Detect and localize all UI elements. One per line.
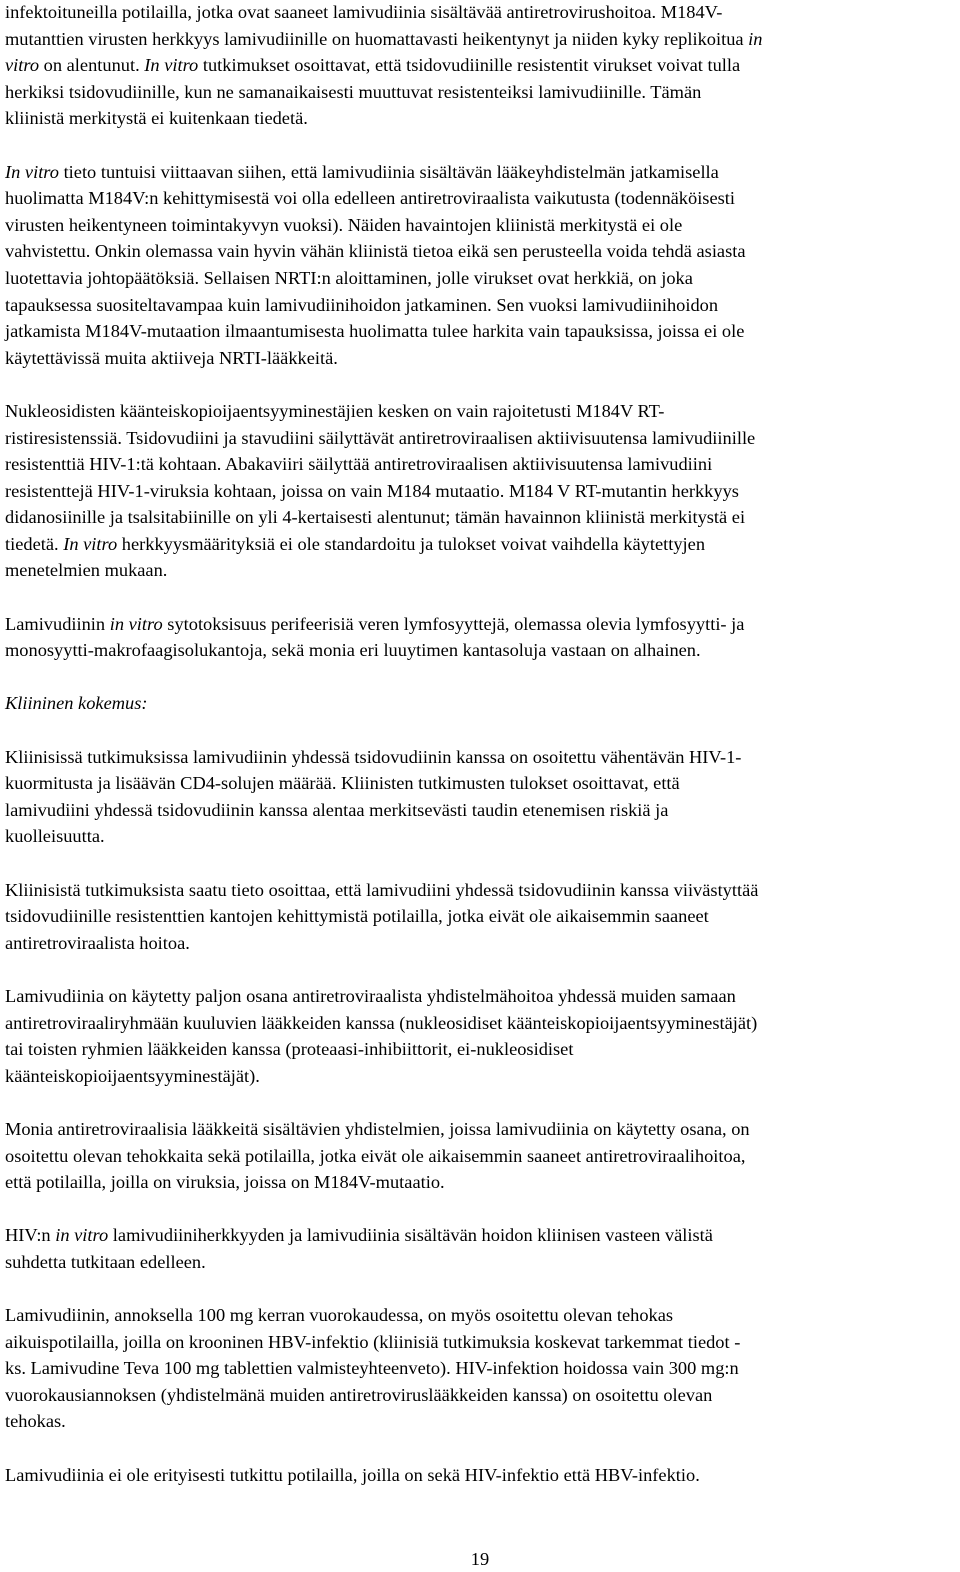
text-run: tiedetä.: [5, 533, 64, 554]
text-run: antiretroviraalista hoitoa.: [5, 932, 190, 953]
text-line: [5, 983, 955, 1010]
text-line: [5, 1116, 955, 1143]
text-line: [5, 79, 955, 106]
text-line: [5, 1143, 955, 1170]
text-run: tapauksessa suositeltavampaa kuin lamivudiinihoidon jatkaminen. Sen vuoksi lamivudiinihoidon: [5, 294, 719, 315]
text-run: didanosiinille ja tsalsitabiinille on yli 4-kertaisesti alentunut; tämän havainnon kliinistä merkitystä ei: [5, 507, 746, 528]
text-line: [5, 744, 955, 771]
body-paragraph: [5, 398, 955, 584]
text-run: herkkyysmäärityksiä ei ole standardoitu ja tulokset voivat vaihdella käytettyjen: [117, 533, 706, 554]
body-paragraph: [5, 877, 955, 957]
italic-text-run: Kliininen kokemus:: [5, 693, 148, 714]
text-line: [5, 504, 955, 531]
text-run: ks. Lamivudine Teva 100 mg tablettien valmisteyhteenveto). HIV-infektion hoidossa vain 300 mg:n: [5, 1358, 739, 1379]
text-line: [5, 1010, 955, 1037]
text-run: suhdetta tutkitaan edelleen.: [5, 1251, 206, 1272]
text-run: Monia antiretroviraalisia lääkkeitä sisältävien yhdistelmien, joissa lamivudiinia on käytetty osana, on: [5, 1118, 750, 1139]
text-line: [5, 159, 955, 186]
text-run: antiretroviraaliryhmään kuuluvien lääkkeiden kanssa (nukleosidiset käänteiskopioijaentsyyminestäjät): [5, 1012, 758, 1033]
text-run: Lamivudiinin: [5, 613, 110, 634]
text-run: käänteiskopioijaentsyyminestäjät).: [5, 1065, 260, 1086]
text-run: mutanttien virusten herkkyys lamivudiinille on huomattavasti heikentynyt ja niiden kyky replikoitua: [5, 28, 749, 49]
text-run: lamivudiini yhdessä tsidovudiinin kanssa alentaa merkitsevästi taudin etenemisen riskiä ja: [5, 799, 669, 820]
text-run: infektoituneilla potilailla, jotka ovat saaneet lamivudiinia sisältävää antiretrovirushoitoa. M184V-: [5, 2, 723, 22]
text-line: [5, 1036, 955, 1063]
body-paragraph: [5, 1116, 955, 1196]
text-line: [5, 478, 955, 505]
text-line: [5, 265, 955, 292]
text-line: [5, 0, 955, 26]
text-line: [5, 212, 955, 239]
body-paragraph: [5, 744, 955, 850]
text-run: tutkimukset osoittavat, että tsidovudiinille resistentit virukset voivat tulla: [198, 55, 741, 76]
italic-text-run: in vitro: [109, 613, 163, 634]
text-line: [5, 1169, 955, 1196]
text-run: Nukleosidisten käänteiskopioijaentsyyminestäjien kesken on vain rajoitetusti M184V RT-: [5, 400, 665, 421]
text-line: [5, 26, 955, 53]
text-line: [5, 1302, 955, 1329]
text-run: vahvistettu. Onkin olemassa vain hyvin vähän kliinistä tietoa eikä sen perusteella voida tehdä asiasta: [5, 241, 746, 262]
text-line: [5, 451, 955, 478]
text-line: [5, 1408, 955, 1435]
text-run: lamivudiiniherkkyyden ja lamivudiinia sisältävän hoidon kliinisen vasteen välistä: [108, 1225, 713, 1246]
text-run: herkiksi tsidovudiinille, kun ne samanaikaisesti muuttuvat resistenteiksi lamivudiinille. Tämän: [5, 81, 702, 102]
text-line: [5, 690, 955, 717]
italic-text-run: In vitro: [144, 55, 199, 76]
text-run: kuormitusta ja lisäävän CD4-solujen määrää. Kliinisten tutkimusten tulokset osoittavat, että: [5, 773, 680, 794]
text-run: Lamivudiinia ei ole erityisesti tutkittu potilailla, joilla on sekä HIV-infektio että HBV-infektio.: [5, 1464, 700, 1485]
text-run: tsidovudiinille resistenttien kantojen kehittymistä potilailla, jotka eivät ole aikaisemmin saaneet: [5, 906, 709, 927]
body-paragraph: [5, 0, 955, 132]
italic-text-run: in: [748, 28, 763, 49]
text-line: [5, 637, 955, 664]
text-line: [5, 797, 955, 824]
text-line: [5, 292, 955, 319]
text-line: [5, 903, 955, 930]
text-run: luotettavia johtopäätöksiä. Sellaisen NRTI:n aloittaminen, jolle virukset ovat herkkiä, on joka: [5, 267, 693, 288]
text-run: huolimatta M184V:n kehittymisestä voi olla edelleen antiretroviraalista vaikutusta (todennäköisesti: [5, 188, 735, 209]
text-run: Kliinisistä tutkimuksista saatu tieto osoittaa, että lamivudiini yhdessä tsidovudiinin kanssa viivästyttää: [5, 879, 759, 900]
body-paragraph: [5, 159, 955, 372]
text-run: virusten heikentyneen toimintakyvyn vuoksi). Näiden havaintojen kliinistä merkitystä ei ole: [5, 214, 683, 235]
italic-text-run: vitro: [5, 55, 40, 76]
text-line: [5, 1462, 955, 1489]
text-line: [5, 398, 955, 425]
text-run: tehokas.: [5, 1411, 66, 1432]
text-line: [5, 1382, 955, 1409]
italic-text-run: in vitro: [55, 1225, 109, 1246]
text-line: [5, 823, 955, 850]
text-run: Lamivudiinin, annoksella 100 mg kerran vuorokaudessa, on myös osoitettu olevan tehokas: [5, 1305, 674, 1326]
text-line: [5, 531, 955, 558]
text-line: [5, 185, 955, 212]
text-run: kuolleisuutta.: [5, 826, 105, 847]
text-line: [5, 1063, 955, 1090]
text-run: resistenttejä HIV-1-viruksia kohtaan, joissa on vain M184 mutaatio. M184 V RT-mutantin herkkyys: [5, 480, 739, 501]
text-line: [5, 1329, 955, 1356]
text-run: kliinistä merkitystä ei kuitenkaan tiedetä.: [5, 108, 308, 129]
page-number: 19: [470, 1549, 490, 1569]
text-run: resistenttiä HIV-1:tä kohtaan. Abakaviiri säilyttää antiretroviraalisen aktiivisuutensa lamivudiini: [5, 454, 713, 475]
text-line: [5, 425, 955, 452]
text-line: [5, 238, 955, 265]
text-line: [5, 877, 955, 904]
text-run: aikuispotilailla, joilla on krooninen HBV-infektio (kliinisiä tutkimuksia koskevat tarkemmat tiedot -: [5, 1331, 741, 1352]
text-line: [5, 1355, 955, 1382]
text-run: HIV:n: [5, 1225, 56, 1246]
text-run: että potilailla, joilla on viruksia, joissa on M184V-mutaatio.: [5, 1172, 445, 1193]
text-run: Kliinisissä tutkimuksissa lamivudiinin yhdessä tsidovudiinin kanssa on osoitettu vähentävän HIV-1-: [5, 746, 742, 767]
text-run: vuorokausiannoksen (yhdistelmänä muiden antiretroviruslääkkeiden kanssa) on osoitettu olevan: [5, 1384, 713, 1405]
text-line: [5, 1249, 955, 1276]
text-line: [5, 770, 955, 797]
body-paragraph: [5, 1222, 955, 1275]
text-run: Lamivudiinia on käytetty paljon osana antiretroviraalista yhdistelmähoitoa yhdessä muiden samaan: [5, 985, 736, 1006]
text-line: [5, 318, 955, 345]
italic-text-run: In vitro: [63, 533, 118, 554]
document-page: [5, 0, 955, 1515]
text-run: on alentunut.: [39, 55, 145, 76]
text-line: [5, 105, 955, 132]
text-line: [5, 930, 955, 957]
italic-text-run: In vitro: [5, 161, 59, 182]
text-run: tai toisten ryhmien lääkkeiden kanssa (proteaasi-inhibiittorit, ei-nukleosidiset: [5, 1039, 574, 1060]
body-paragraph: [5, 983, 955, 1089]
text-line: [5, 1222, 955, 1249]
text-run: jatkamista M184V-mutaation ilmaantumisesta huolimatta tulee harkita vain tapauksissa, joissa ei ole: [5, 321, 745, 342]
text-run: sytotoksisuus perifeerisiä veren lymfosyyttejä, olemassa olevia lymfosyytti- ja: [162, 613, 745, 634]
text-run: monosyytti-makrofaagisolukantoja, sekä monia eri luuytimen kantasoluja vastaan on alhainen.: [5, 640, 701, 661]
text-line: [5, 557, 955, 584]
text-line: [5, 611, 955, 638]
text-run: menetelmien mukaan.: [5, 560, 168, 581]
text-line: [5, 52, 955, 79]
text-run: osoitettu olevan tehokkaita sekä potilailla, jotka eivät ole aikaisemmin saaneet antiretroviraalihoitoa,: [5, 1145, 746, 1166]
text-run: käytettävissä muita aktiiveja NRTI-lääkkeitä.: [5, 347, 338, 368]
body-paragraph: [5, 611, 955, 664]
text-run: ristiresistenssiä. Tsidovudiini ja stavudiini säilyttävät antiretroviraalisen aktiivisuutensa lamivudiinille: [5, 427, 756, 448]
text-line: [5, 345, 955, 372]
body-paragraph: [5, 1462, 955, 1489]
text-run: tieto tuntuisi viittaavan siihen, että lamivudiinia sisältävän lääkeyhdistelmän jatkamisella: [58, 161, 719, 182]
body-paragraph: [5, 1302, 955, 1435]
body-paragraph: [5, 690, 955, 717]
